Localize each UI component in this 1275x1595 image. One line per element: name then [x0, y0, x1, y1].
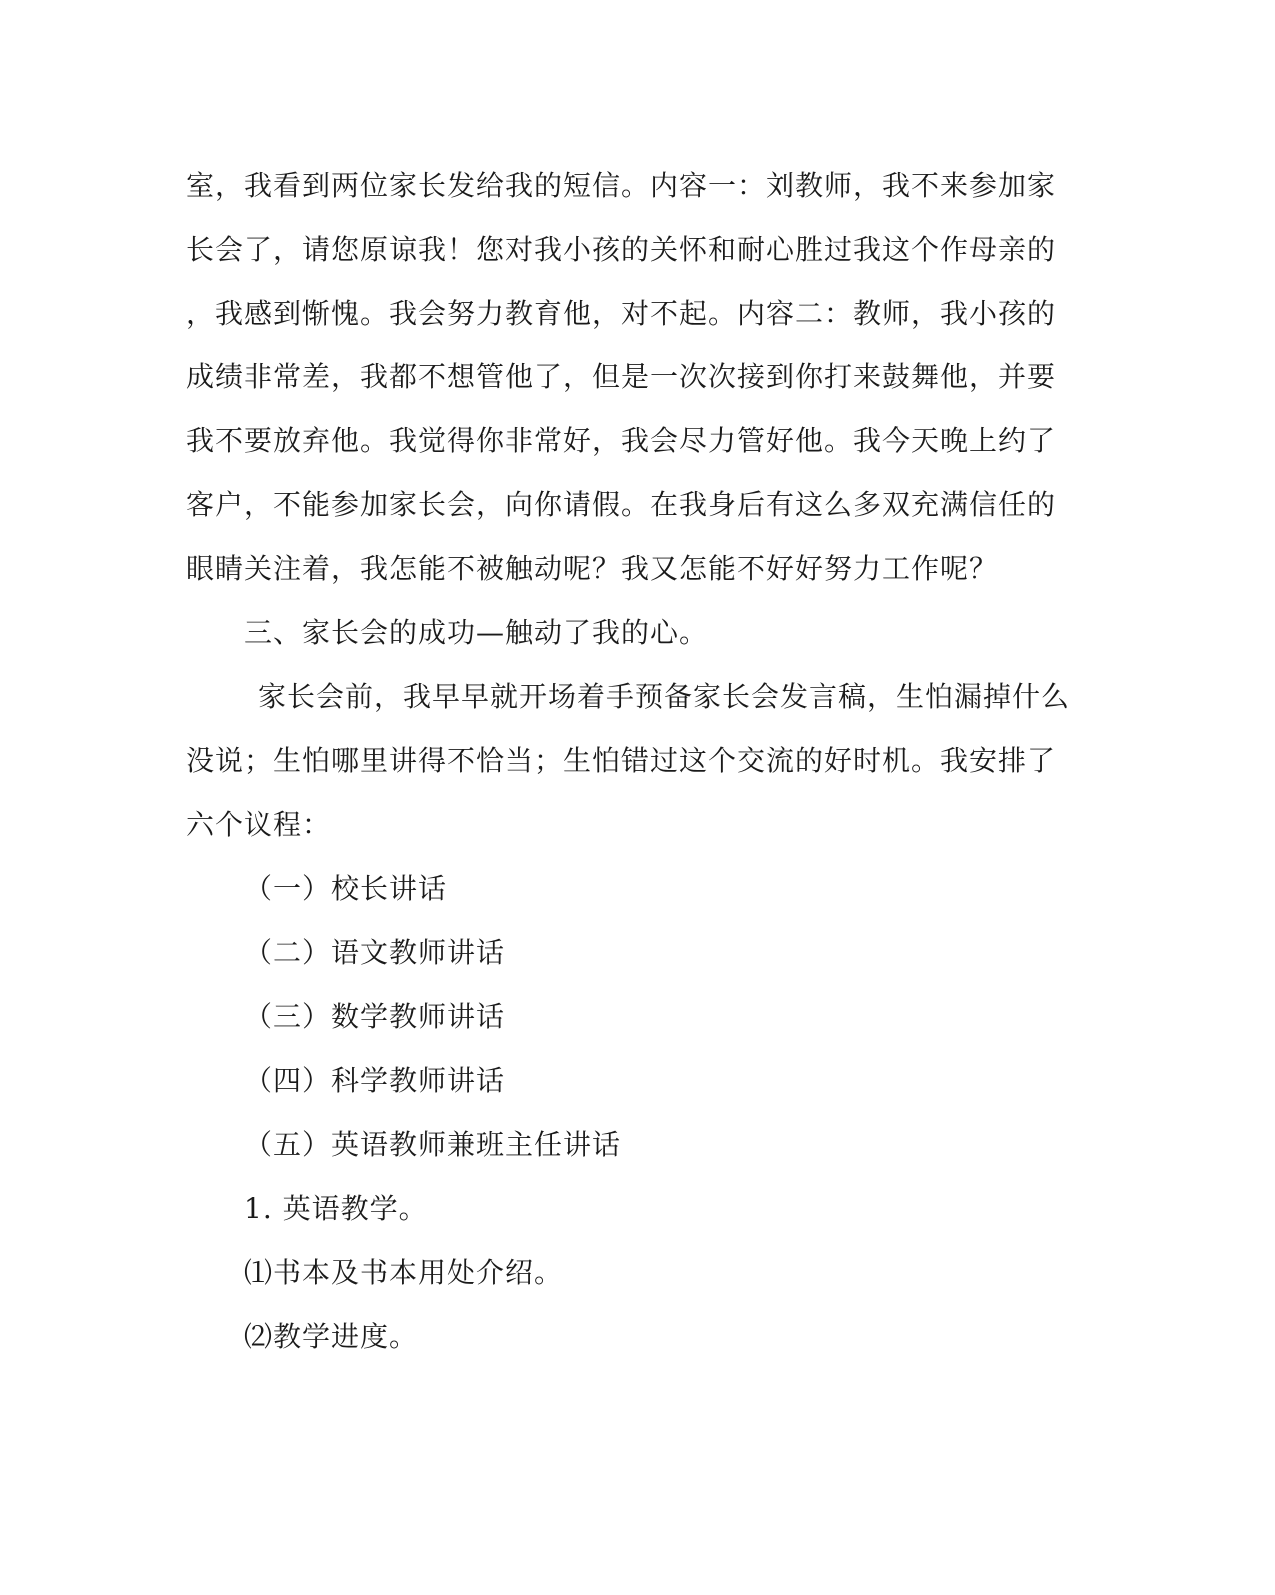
agenda-item: （三）数学教师讲话 [244, 1000, 506, 1033]
agenda-item: （一）校长讲话 [244, 872, 448, 905]
sub-item: ⑴书本及书本用处介绍。 [244, 1256, 564, 1289]
sub-item: ⑵教学进度。 [244, 1320, 419, 1353]
paragraph-line: 客户，不能参加家长会，向你请假。在我身后有这么多双充满信任的 [186, 488, 1057, 521]
paragraph-line: ，我感到惭愧。我会努力教育他，对不起。内容二：教师，我小孩的 [186, 297, 1057, 330]
agenda-item: （五）英语教师兼班主任讲话 [244, 1128, 622, 1161]
paragraph-line: 六个议程： [186, 808, 332, 841]
paragraph-line: 眼睛关注着，我怎能不被触动呢？我又怎能不好好努力工作呢？ [186, 552, 999, 585]
section-heading: 三、家长会的成功—触动了我的心。 [244, 616, 709, 649]
sub-item: 1. 英语教学。 [244, 1192, 428, 1225]
paragraph-line: 我不要放弃他。我觉得你非常好，我会尽力管好他。我今天晚上约了 [186, 424, 1057, 457]
paragraph-line: 家长会前，我早早就开场着手预备家长会发言稿，生怕漏掉什么 [258, 680, 1071, 713]
agenda-item: （二）语文教师讲话 [244, 936, 506, 969]
paragraph-line: 成绩非常差，我都不想管他了，但是一次次接到你打来鼓舞他，并要 [186, 360, 1057, 393]
agenda-item: （四）科学教师讲话 [244, 1064, 506, 1097]
paragraph-line: 长会了，请您原谅我！您对我小孩的关怀和耐心胜过我这个作母亲的 [186, 233, 1057, 266]
paragraph-line: 室，我看到两位家长发给我的短信。内容一：刘教师，我不来参加家 [186, 169, 1057, 202]
paragraph-line: 没说；生怕哪里讲得不恰当；生怕错过这个交流的好时机。我安排了 [186, 744, 1057, 777]
